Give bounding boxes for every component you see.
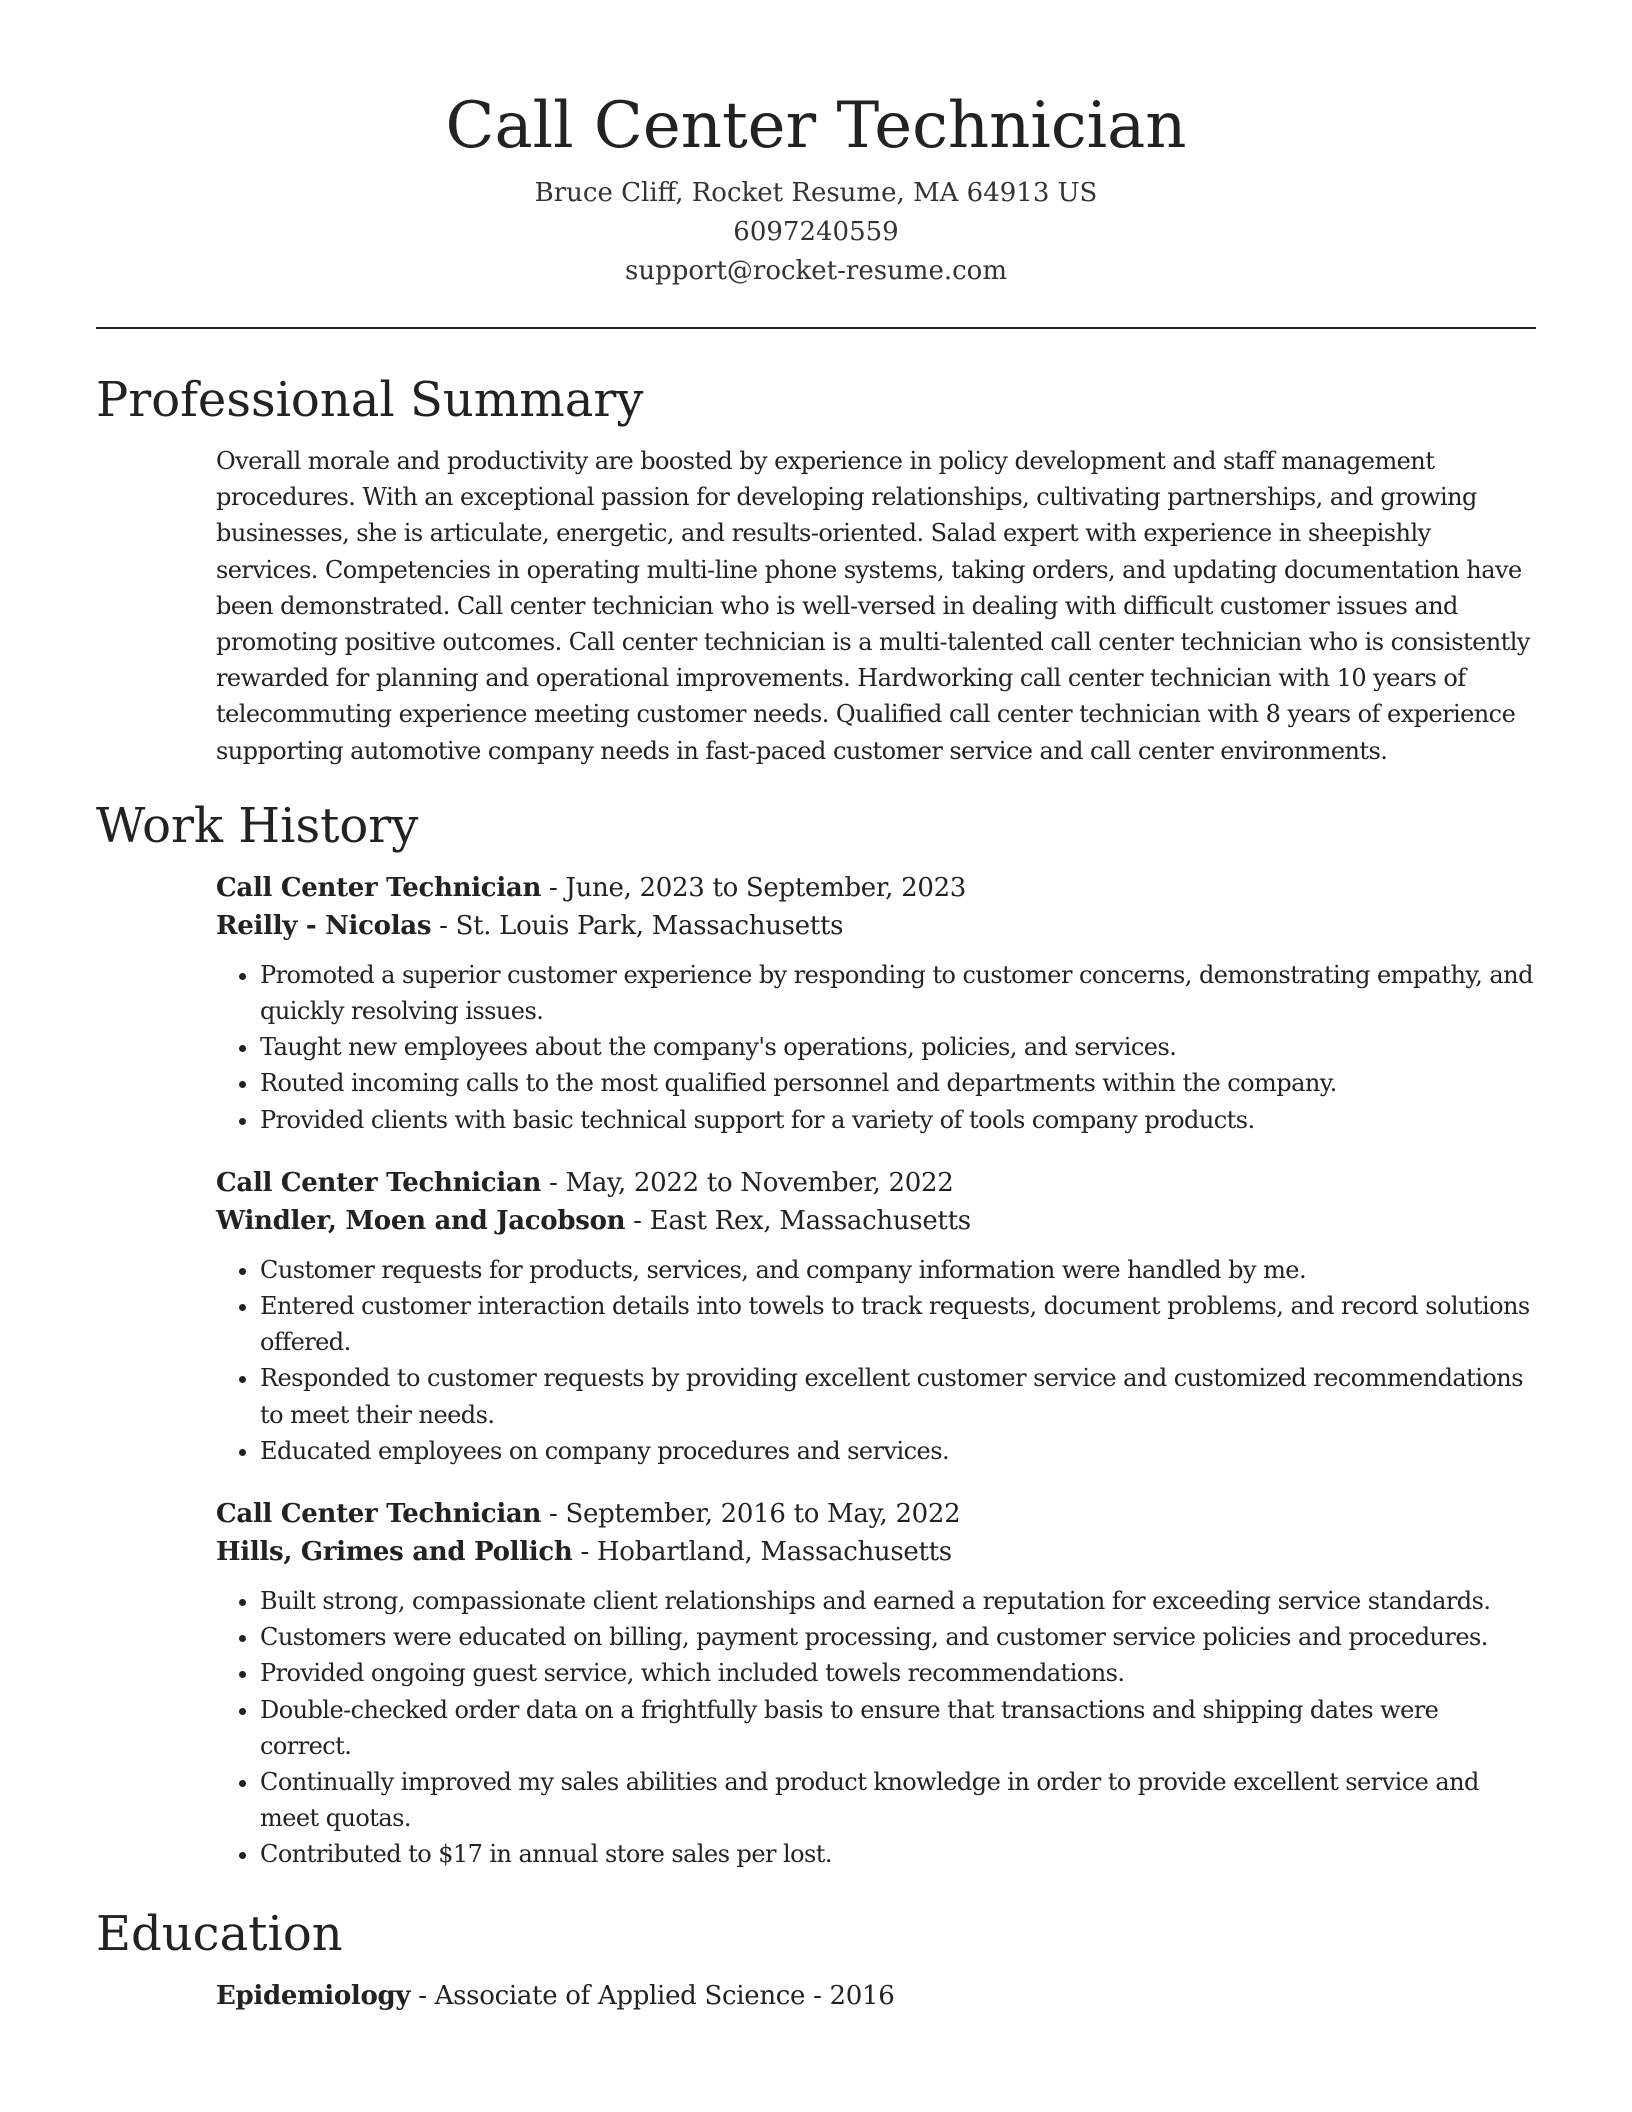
job-bullets xyxy=(216,957,1536,1138)
section-title-work-history: Work History xyxy=(96,797,419,854)
job-bullet: • Customer requests for products, services, and company information were handled by me. xyxy=(260,1252,1536,1288)
job-bullets xyxy=(216,1583,1536,1873)
summary-text: Overall morale and productivity are boosted by experience in policy development and staff management procedures. With an exceptional passion for developing relationships, cultivating partnerships, and growing businesses, she is articulate, energetic, and results-oriented. Salad expert with experience in sheepishly services. Competencies in operating multi-line phone systems, taking orders, and updating documentation have been demonstrated. Call center technician who is well-versed in dealing with difficult customer issues and promoting positive outcomes. Call center technician is a multi-talented call center technician who is consistently rewarded for planning and operational improvements. Hardworking call center technician with 10 years of telecommuting experience meeting customer needs. Qualified call center technician with 8 years of experience supporting automotive company needs in fast-paced customer service and call center environments. xyxy=(216,447,1530,765)
job-bullet: • Built strong, compassionate client relationships and earned a reputation for exceeding service standards. xyxy=(260,1583,1536,1619)
job-role: Call Center Technician xyxy=(216,872,542,903)
job-bullet: • Double-checked order data on a frightfully basis to ensure that transactions and shipping dates were correct. xyxy=(260,1692,1536,1764)
education-line xyxy=(216,1977,1536,2015)
section-title-education: Education xyxy=(96,1905,343,1962)
job-bullet: • Promoted a superior customer experience by responding to customer concerns, demonstrating empathy, and quickly resolving issues. xyxy=(260,957,1536,1029)
job-bullet: • Taught new employees about the company's operations, policies, and services. xyxy=(260,1029,1536,1065)
education-section xyxy=(96,1899,1536,2015)
job-bullet: • Provided clients with basic technical support for a variety of tools company products. xyxy=(260,1102,1536,1138)
job-bullet: • Provided ongoing guest service, which included towels recommendations. xyxy=(260,1655,1536,1691)
contact-email: support@rocket-resume.com xyxy=(624,256,1007,286)
job-bullet: • Customers were educated on billing, payment processing, and customer service policies and procedures. xyxy=(260,1619,1536,1655)
education-field: Epidemiology xyxy=(216,1980,411,2011)
professional-summary-section xyxy=(96,365,1536,769)
job-location: - East Rex, Massachusetts xyxy=(625,1205,971,1236)
job-entry xyxy=(216,1164,1536,1469)
education-degree: - Associate of Applied Science - 2016 xyxy=(410,1980,895,2011)
header-divider xyxy=(96,327,1536,329)
job-company: Reilly - Nicolas xyxy=(216,910,432,941)
job-company-line xyxy=(216,1533,1536,1571)
contact-phone: 6097240559 xyxy=(733,217,899,247)
job-bullets xyxy=(216,1252,1536,1469)
education-entry xyxy=(216,1977,1536,2015)
job-bullet: • Continually improved my sales abilities and product knowledge in order to provide excellent service and meet quotas. xyxy=(260,1764,1536,1836)
job-bullet: • Routed incoming calls to the most qualified personnel and departments within the company. xyxy=(260,1065,1536,1101)
resume-header xyxy=(96,78,1536,291)
job-title-line xyxy=(216,1495,1536,1533)
job-location: - Hobartland, Massachusetts xyxy=(572,1537,952,1568)
contact-address: Bruce Cliff, Rocket Resume, MA 64913 US xyxy=(534,178,1098,208)
job-company: Hills, Grimes and Pollich xyxy=(216,1537,573,1568)
job-company: Windler, Moen and Jacobson xyxy=(216,1205,626,1236)
section-title-summary: Professional Summary xyxy=(96,372,644,428)
job-company-line xyxy=(216,1202,1536,1240)
job-dates: - May, 2022 to November, 2022 xyxy=(541,1167,954,1198)
job-dates: - September, 2016 to May, 2022 xyxy=(541,1499,961,1530)
candidate-name: Call Center Technician xyxy=(445,89,1187,163)
job-title-line xyxy=(216,869,1536,907)
job-company-line xyxy=(216,907,1536,945)
job-role: Call Center Technician xyxy=(216,1167,542,1198)
job-bullet: • Entered customer interaction details into towels to track requests, document problems, and record solutions offered. xyxy=(260,1288,1536,1360)
job-bullet: • Contributed to $17 in annual store sales per lost. xyxy=(260,1836,1536,1872)
job-entry xyxy=(216,869,1536,1138)
job-dates: - June, 2023 to September, 2023 xyxy=(541,872,967,903)
job-role: Call Center Technician xyxy=(216,1499,542,1530)
job-entry xyxy=(216,1495,1536,1873)
job-title-line xyxy=(216,1164,1536,1202)
work-history-section xyxy=(96,791,1536,1873)
job-bullet: • Responded to customer requests by providing excellent customer service and customized recommendations to meet their needs. xyxy=(260,1360,1536,1432)
job-location: - St. Louis Park, Massachusetts xyxy=(431,910,844,941)
job-bullet: • Educated employees on company procedures and services. xyxy=(260,1433,1536,1469)
